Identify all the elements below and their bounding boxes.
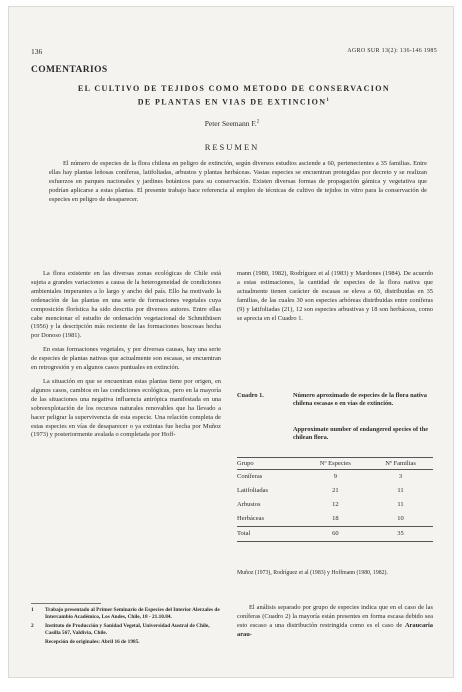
footnote-text: Trabajo presentado al Primer Seminario de Especies del Interior Alerzales de Intercambio Académico, Los Andes, Chile, 18 - 21.10.84.	[45, 607, 220, 620]
column-header-families: Nº Familias	[368, 458, 433, 470]
author-name: Peter Seemann F.	[204, 119, 257, 128]
page-number: 136	[31, 47, 43, 56]
cell-species: 18	[332, 515, 339, 522]
cell-families: 10	[397, 515, 404, 522]
cell-total-label: Total	[237, 527, 303, 542]
cell-species: 9	[333, 473, 337, 480]
footnote-number: 2	[31, 623, 34, 629]
cell-species: 12	[332, 501, 339, 508]
running-head: AGRO SUR 13(2): 136-146 1985	[347, 48, 437, 54]
species-table	[237, 457, 433, 542]
title-footnote-mark: 1	[326, 98, 331, 103]
footnote-item	[31, 639, 221, 646]
table-label: Cuadro 1.	[237, 392, 264, 399]
footnote-item	[31, 623, 221, 637]
author-footnote-mark: 2	[256, 119, 260, 125]
footnote-item	[31, 607, 221, 621]
body-paragraph: La flora existente en las diversas zonas ecológicas de Chile está sujeta a grandes variaciones a causa de la heterogeneidad de condiciones ambientales imperantes a lo largo y ancho del país. Ello ha motivado la ordenación de las plantas en una serie de formaciones vegetales cuya composición florística ha sido descrita por diversos autores. Entre ellas cabe mencionar el estudio de ordenación vegetacional de Schmithüsen (1956) y la descripción más reciente de las formaciones boscosas hecha por Donoso (1981).	[31, 270, 221, 340]
footnote-text: Instituto de Producción y Sanidad Vegetal, Universidad Austral de Chile, Casilla 567, Valdivia, Chile.	[45, 623, 210, 636]
title-line-2-text: DE PLANTAS EN VIAS DE EXTINCION	[137, 97, 327, 107]
cell-species: 21	[332, 487, 339, 494]
journal-page	[8, 6, 454, 678]
table-row	[237, 470, 433, 485]
table-row	[237, 484, 433, 498]
cell-families: 11	[397, 487, 404, 494]
species-name: Araucaria arau-	[237, 621, 433, 638]
column-header-species: Nº Especies	[303, 458, 369, 470]
cell-group: Latifoliadas	[237, 487, 269, 494]
title-line-1: EL CULTIVO DE TEJIDOS COMO METODO DE CONSERVACION	[77, 84, 391, 93]
body-paragraph-continued	[237, 604, 433, 640]
table-row	[237, 498, 433, 512]
table-total-row	[237, 527, 433, 542]
footnote-divider	[31, 603, 101, 604]
table-row	[237, 512, 433, 527]
body-paragraph: mann (1980, 1982), Rodríguez et al (1983) y Mardones (1984). De acuerdo a estas estimaciones, la cantidad de especies de la flora nativa que actualmente tienen carácter de escasas se eleva a 60, distribuidas en 35 familias, de las cuales 30 son especies arbóreas distribuidas entre coníferas (9) y latifoliadas (21), 12 son especies arbustivas y 18 son herbáceas, como se aprecia en el Cuadro 1.	[237, 270, 433, 322]
title-line-2	[49, 95, 419, 109]
body-text: El análisis separado por grupo de especies indica que en el caso de las coníferas (Cuadro 2) la mayoría están presentes en forma escasa debido sea esto escaso a una distribución restringida como es el caso de	[237, 604, 433, 629]
abstract-heading: RESUMEN	[204, 142, 260, 152]
cell-families: 11	[397, 501, 404, 508]
cell-total-species: 60	[303, 527, 369, 542]
author-line	[9, 119, 454, 128]
cell-group: Coníferas	[237, 473, 263, 480]
column-header-group: Grupo	[237, 458, 303, 470]
table-header-row	[237, 458, 433, 470]
footnotes	[31, 607, 221, 648]
section-label: COMENTARIOS	[31, 65, 108, 75]
table-caption-english: Approximate number of endangered species of the chilean flora.	[293, 426, 429, 442]
cell-group: Arbustos	[237, 501, 261, 508]
body-paragraph: En estas formaciones vegetales, y por diversas causas, hay una serie de especies de plantas nativas que actualmente son escasas, se encuentran en retrogresión y en algunos casos puntuales en extinción.	[31, 346, 221, 372]
table-source: Muñoz (1973), Rodríguez et al (1983) y Hoffmann (1980, 1982).	[237, 570, 388, 576]
abstract-text: El número de especies de la flora chilena en peligro de extinción, según diversos estudios asciende a 60, pertenecientes a 35 familias. Entre ellas hay plantas leñosas coníferas, latifoliadas, arbustos y plantas herbáceas. Vastas especies se encuentran protegidas por decreto y se realizan esfuerzos en parques nacionales y jardines botánicos para su conservación. Existen diversas formas de propagación gámica y vegetativa que podrían aplicarse a estas plantas. El presente trabajo hace referencia al empleo de técnicas de cultivo de tejidos in vitro para la conservación de especies en peligro de desaparecer.	[49, 160, 427, 204]
cell-total-families: 35	[368, 527, 433, 542]
body-paragraph: La situación en que se encuentran estas plantas tiene por origen, en algunos casos, cambios en las condiciones ecológicas, pero en la mayoría de las situaciones una negativa influencia antrópica manifestada en una sobreexplotación de los recursos naturales renovables que ha llevado a hacer peligrar la supervivencia de esta especie. Una relación completa de estas especies en vías de desaparecer o ya extintas fue hecha por Muñoz (1973) y posteriormente avalada o completada por Hoff-	[31, 377, 221, 439]
footnote-text: Recepción de originales: Abril 16 de 1985.	[45, 639, 140, 645]
cell-group: Herbáceas	[237, 515, 265, 522]
body-right-column	[237, 270, 433, 328]
table-caption-spanish: Número aproximado de especies de la flora nativa chilena escasas o en vías de extinción.	[293, 392, 427, 408]
cell-families: 3	[398, 473, 403, 480]
article-title	[49, 83, 419, 109]
body-left-column	[31, 270, 221, 445]
footnote-number: 1	[31, 607, 34, 613]
